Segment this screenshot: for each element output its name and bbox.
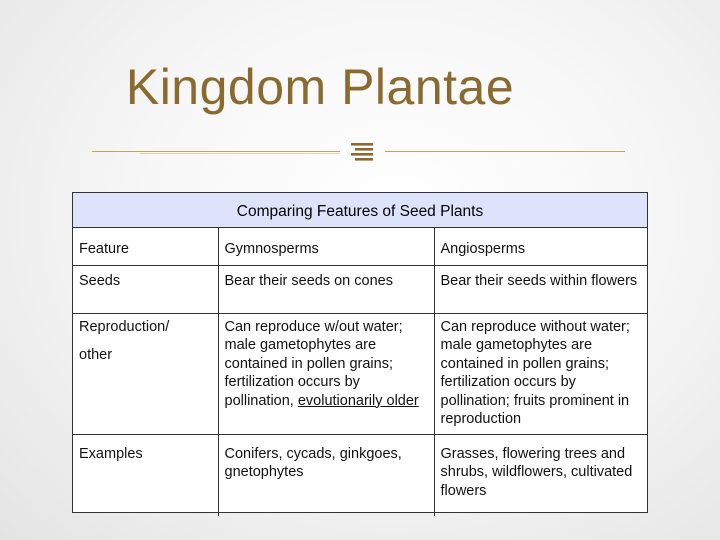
bars-icon: [349, 141, 375, 163]
header-cell-feature: Feature: [73, 228, 218, 265]
cell-gymnosperms: [218, 313, 434, 434]
header-cell-angiosperms: Angiosperms: [434, 228, 647, 265]
divider-line-left: [135, 151, 340, 152]
table-row: [73, 313, 647, 434]
cell-gymnosperms: Conifers, cycads, ginkgoes, gnetophytes: [218, 434, 434, 516]
comparison-table: [72, 192, 648, 513]
cell-gymnosperms: Bear their seeds on cones: [218, 265, 434, 313]
divider-line-right: [385, 151, 625, 152]
table-row: [73, 434, 647, 516]
table-row: [73, 265, 647, 313]
slide-title-wrap: [0, 58, 720, 116]
header-cell-gymnosperms: Gymnosperms: [218, 228, 434, 265]
cell-gymnosperms-text: Can reproduce w/out water; male gametophytes are contained in pollen grains; fertilization occurs by pollination,: [224, 318, 403, 409]
cell-angiosperms: Can reproduce without water; male gametophytes are contained in pollen grains; fertilization occurs by pollination; fruits prominent in reproduction: [434, 313, 647, 434]
table-caption: Comparing Features of Seed Plants: [73, 193, 647, 228]
cell-angiosperms: Grasses, flowering trees and shrubs, wildflowers, cultivated flowers: [440, 445, 633, 499]
cell-feature-label: Reproduction/: [79, 318, 170, 335]
table-header-row: [73, 228, 647, 265]
cell-angiosperms: Bear their seeds within flowers: [434, 265, 647, 313]
features-table: [73, 228, 647, 516]
cell-feature: Seeds: [73, 265, 218, 313]
cell-feature: [73, 313, 218, 434]
cell-feature-sublabel: other: [79, 347, 113, 363]
cell-gymnosperms-underlined: evolutionarily older: [297, 392, 419, 409]
cell-feature: Examples: [79, 445, 143, 462]
slide-title: Kingdom Plantae: [125, 59, 515, 115]
divider-line-shadow: [140, 153, 340, 154]
